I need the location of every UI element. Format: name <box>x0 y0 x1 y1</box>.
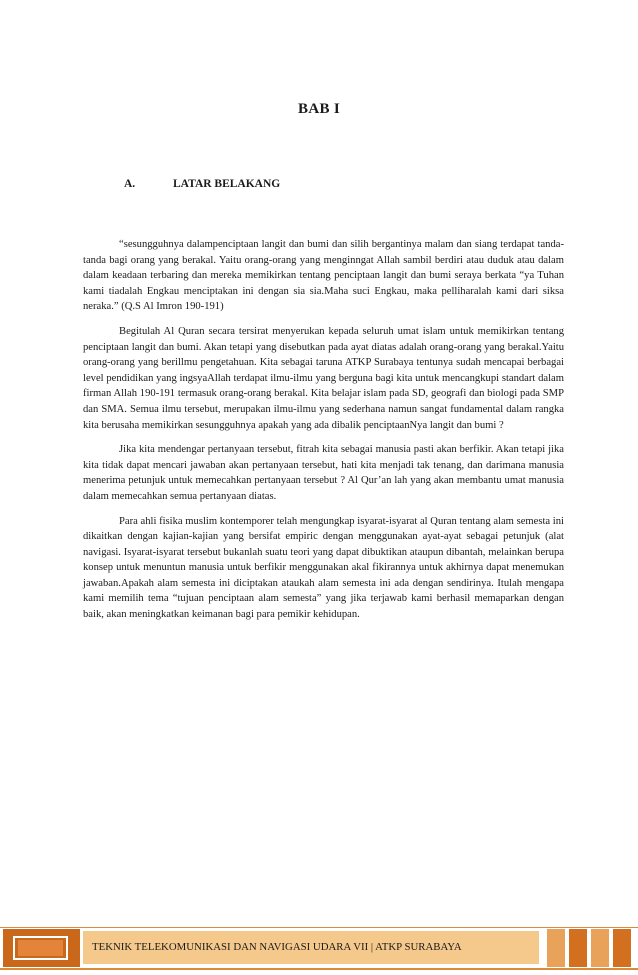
footer-bottom-rule <box>0 968 638 970</box>
footer-tab <box>569 929 587 967</box>
footer-label: TEKNIK TELEKOMUNIKASI DAN NAVIGASI UDARA VII | ATKP SURABAYA <box>83 931 539 964</box>
body-text <box>83 237 564 632</box>
footer-top-rule <box>0 927 638 928</box>
paragraph: Jika kita mendengar pertanyaan tersebut, fitrah kita sebagai manusia pasti akan berfikir. Akan tetapi jika kita tidak dapat mencari jawaban akan pertanyaan tersebut, hati kita menjadi tak tenang, dan darimana manusia menerima petunjuk untuk memecahkan pertanyaan tersebut ? Al Qur’an lah yang akan membantu umat manusia dalam memecahkan semua pertanyaan diatas. <box>83 444 564 502</box>
paragraph-quote: “sesungguhnya dalampenciptaan langit dan bumi dan silih bergantinya malam dan siang terdapat tanda-tanda bagi orang yang berakal. Yaitu orang-orang yang menginngat Allah sambil berdiri atau duduk atau dalam dalam keadaan terbaring dan mereka memikirkan tentang penciptaan langit dan bumi seraya berkata “ya Tuhan kami tiadalah Engkau menciptakan ini dengan sia sia.Maha suci Engkau, maka pelliharalah kami dari siksa neraka.” (Q.S Al Imron 190-191) <box>83 239 564 313</box>
footer-tab <box>547 929 565 967</box>
footer-logo-block <box>3 929 80 967</box>
footer-tab <box>591 929 609 967</box>
section-number: A. <box>124 178 136 190</box>
section-heading <box>124 178 280 190</box>
paragraph: Begitulah Al Quran secara tersirat menyerukan kepada seluruh umat islam untuk memikirkan tentang penciptaan langit dan bumi. Akan tetapi yang disebutkan pada ayat diatas adalah orang-orang yang berakal.Yaitu orang-orang yang berillmu pengetahuan. Kita sebagai taruna ATKP Surabaya tentunya sudah mencapai berbagai level pendidikan yang ingsyaAllah terdapat ilmu-ilmu yang berguna bagi kita untuk mencangkupi standart dalam firman Allah 190-191 termasuk orang-orang berakal. Kita belajar islam pada SD, geografi dan biologi pada SMP dan SMA. Semua ilmu tersebut, merupakan ilmu-ilmu yang sederhana namun sangat fundamental dalam rangka kita berusaha memikirkan sesungguhnya apakah yang ada dibalik penciptaanNya langit dan bumi ? <box>83 325 564 431</box>
footer-tab <box>613 929 631 967</box>
footer-logo-fill <box>18 940 63 956</box>
paragraph: Para ahli fisika muslim kontemporer telah mengungkap isyarat-isyarat al Quran tentang alam semesta ini dikaitkan dengan kajian-kajian yang bersifat empiric dengan menggunakan ayat-ayat sebagai petunjuk (alat navigasi. Isyarat-isyarat tersebut bukanlah suatu teori yang dapat dibuktikan ataupun dibantah, melainkan berupa konsep untuk menuntun manusia untuk berfikir menggunakan akal fikirannya untuk akhirnya dapat menemukan jawaban.Apakah alam semesta ini diciptakan ataukah alam semesta ini ada dengan sendirinya. Itulah mengapa kami memilih tema “tujuan penciptaan alam semesta” yang jika terjawab kami berhasil memaparkan dengan baik, akan meningkatkan keimanan bagi para pemikir kehidupan. <box>83 515 564 621</box>
chapter-title: BAB I <box>298 101 340 117</box>
section-title: LATAR BELAKANG <box>173 178 281 190</box>
